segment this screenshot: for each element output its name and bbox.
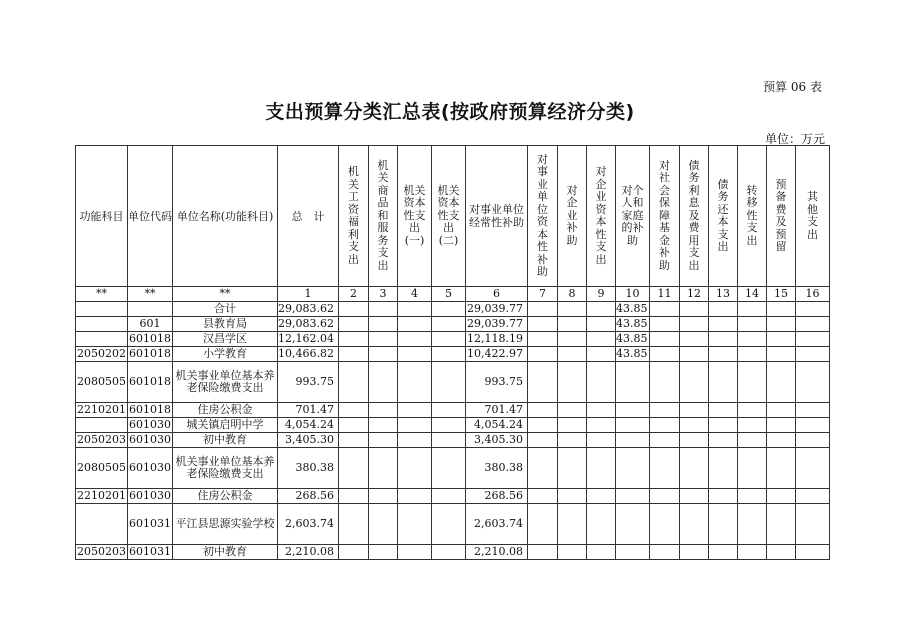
empty-cell (398, 418, 432, 433)
header-c9: 对个人和家庭的补助 (616, 146, 650, 287)
empty-cell (339, 332, 369, 347)
empty-cell (369, 347, 398, 362)
table-row (76, 504, 830, 545)
empty-cell (738, 317, 767, 332)
empty-cell (339, 418, 369, 433)
empty-cell (680, 489, 709, 504)
empty-cell (432, 347, 466, 362)
empty-cell (680, 418, 709, 433)
empty-cell (650, 545, 680, 560)
empty-cell (398, 347, 432, 362)
empty-cell (398, 489, 432, 504)
empty-cell (796, 347, 830, 362)
empty-cell (738, 302, 767, 317)
header-c4: 机关资本性支出(二) (432, 146, 466, 287)
empty-cell (680, 362, 709, 403)
table-row (76, 433, 830, 448)
empty-cell (432, 332, 466, 347)
empty-cell (767, 317, 796, 332)
empty-cell (398, 504, 432, 545)
form-code: 预算 06 表 (763, 80, 822, 94)
unit-name-cell: 合计 (173, 302, 278, 317)
empty-cell (398, 302, 432, 317)
header-c12: 债务还本支出 (709, 146, 738, 287)
header-total: 总 计 (278, 146, 339, 287)
empty-cell (432, 317, 466, 332)
unit-code-cell: 601018 (129, 403, 171, 416)
empty-cell (587, 302, 616, 317)
empty-cell (369, 302, 398, 317)
enterprise-subsidy-cell: 10,422.97 (466, 347, 528, 362)
empty-cell (796, 362, 830, 403)
header-c10: 对社会保障基金补助 (650, 146, 680, 287)
empty-cell (650, 317, 680, 332)
empty-cell (709, 418, 738, 433)
header-row (76, 146, 830, 287)
unit-code-cell: 601030 (128, 448, 173, 489)
empty-cell (767, 302, 796, 317)
unit-name-cell: 小学教育 (173, 347, 278, 362)
empty-cell (339, 317, 369, 332)
empty-cell (432, 362, 466, 403)
empty-cell (709, 545, 738, 560)
empty-cell (369, 418, 398, 433)
header-c7: 对企业补助 (558, 146, 587, 287)
enterprise-subsidy-cell: 2,603.74 (466, 504, 528, 545)
unit-code-cell: 601018 (128, 362, 173, 403)
unit-name-cell: 城关镇启明中学 (173, 418, 278, 433)
empty-cell (558, 332, 587, 347)
empty-cell (587, 332, 616, 347)
total-cell: 29,083.62 (278, 302, 339, 317)
empty-cell (796, 448, 830, 489)
header-c15: 其他支出 (796, 146, 830, 287)
unit-name-cell: 县教育局 (173, 317, 278, 332)
empty-cell (432, 418, 466, 433)
empty-cell (398, 433, 432, 448)
unit-name-cell: 初中教育 (173, 545, 278, 560)
total-cell: 12,162.04 (278, 332, 339, 347)
empty-cell (528, 403, 558, 418)
empty-cell (650, 448, 680, 489)
empty-cell (796, 504, 830, 545)
empty-cell (709, 362, 738, 403)
column-index-cell: 10 (616, 287, 650, 302)
empty-cell (369, 433, 398, 448)
header-c5: 对事业单位经常性补助 (466, 146, 528, 287)
empty-cell (369, 448, 398, 489)
column-index-cell: 2 (339, 287, 369, 302)
func-code-cell: 2050202 (77, 347, 126, 360)
empty-cell (398, 362, 432, 403)
table-body (76, 302, 830, 560)
empty-cell (558, 418, 587, 433)
total-cell: 380.38 (278, 448, 339, 489)
empty-cell (709, 489, 738, 504)
empty-cell (369, 403, 398, 418)
unit-code-cell: 601030 (129, 489, 171, 502)
func-code-cell: 2210201 (77, 403, 126, 416)
column-index-row (76, 287, 830, 302)
empty-cell (339, 545, 369, 560)
empty-cell (709, 433, 738, 448)
empty-cell (680, 317, 709, 332)
empty-cell (767, 347, 796, 362)
empty-cell (558, 362, 587, 403)
empty-cell (587, 403, 616, 418)
empty-cell (587, 317, 616, 332)
func-code-cell (76, 317, 128, 332)
empty-cell (528, 302, 558, 317)
unit-code-cell: 601030 (129, 418, 171, 431)
table-row (76, 448, 830, 489)
unit-code-cell: 601 (128, 317, 173, 332)
header-unit-name: 单位名称(功能科目) (173, 146, 278, 287)
enterprise-subsidy-cell: 268.56 (466, 489, 528, 504)
empty-cell (528, 418, 558, 433)
enterprise-subsidy-cell: 993.75 (466, 362, 528, 403)
empty-cell (587, 347, 616, 362)
column-index-cell: 13 (709, 287, 738, 302)
enterprise-subsidy-cell: 4,054.24 (466, 418, 528, 433)
household-subsidy-cell (616, 433, 650, 448)
empty-cell (796, 403, 830, 418)
empty-cell (738, 489, 767, 504)
total-cell: 29,083.62 (278, 317, 339, 332)
empty-cell (650, 489, 680, 504)
table-row (76, 302, 830, 317)
table-row (76, 332, 830, 347)
empty-cell (767, 448, 796, 489)
total-cell: 2,210.08 (278, 545, 339, 560)
empty-cell (587, 545, 616, 560)
total-cell: 993.75 (278, 362, 339, 403)
unit-code-cell: 601031 (128, 504, 173, 545)
empty-cell (709, 302, 738, 317)
column-index-cell: 11 (650, 287, 680, 302)
empty-cell (398, 317, 432, 332)
household-subsidy-cell (616, 448, 650, 489)
unit-name-cell: 初中教育 (173, 433, 278, 448)
empty-cell (767, 489, 796, 504)
empty-cell (432, 489, 466, 504)
empty-cell (680, 545, 709, 560)
empty-cell (650, 362, 680, 403)
table-row (76, 418, 830, 433)
empty-cell (339, 448, 369, 489)
empty-cell (528, 332, 558, 347)
unit-code-cell: 601018 (129, 347, 171, 360)
empty-cell (767, 403, 796, 418)
empty-cell (339, 489, 369, 504)
household-subsidy-cell (616, 403, 650, 418)
unit-name-cell: 机关事业单位基本养老保险缴费支出 (173, 448, 278, 489)
func-code-cell: 2050203 (77, 433, 126, 446)
table-row (76, 347, 830, 362)
column-index-cell: 4 (398, 287, 432, 302)
household-subsidy-cell (616, 489, 650, 504)
func-code-cell: 2080505 (76, 448, 128, 489)
household-subsidy-cell (616, 545, 650, 560)
empty-cell (796, 302, 830, 317)
empty-cell (680, 332, 709, 347)
table-row (76, 317, 830, 332)
empty-cell (738, 403, 767, 418)
empty-cell (767, 433, 796, 448)
enterprise-subsidy-cell: 29,039.77 (466, 302, 528, 317)
table-row (76, 403, 830, 418)
empty-cell (558, 545, 587, 560)
page-title: 支出预算分类汇总表(按政府预算经济分类) (265, 101, 635, 123)
empty-cell (432, 448, 466, 489)
empty-cell (709, 317, 738, 332)
column-index-cell: 12 (680, 287, 709, 302)
header-c11: 债务利息及费用支出 (680, 146, 709, 287)
empty-cell (680, 504, 709, 545)
column-index-cell: ** (128, 287, 173, 302)
enterprise-subsidy-cell: 29,039.77 (466, 317, 528, 332)
empty-cell (528, 347, 558, 362)
empty-cell (680, 448, 709, 489)
empty-cell (558, 448, 587, 489)
header-c3: 机关资本性支出(一) (398, 146, 432, 287)
column-index-cell: 9 (587, 287, 616, 302)
header-c2: 机关商品和服务支出 (369, 146, 398, 287)
empty-cell (680, 347, 709, 362)
empty-cell (528, 545, 558, 560)
unit-name-cell: 机关事业单位基本养老保险缴费支出 (173, 362, 278, 403)
empty-cell (528, 504, 558, 545)
unit-label: 单位：万元 (764, 132, 825, 146)
header-c1: 机关工资福利支出 (339, 146, 369, 287)
empty-cell (558, 489, 587, 504)
empty-cell (738, 504, 767, 545)
empty-cell (796, 317, 830, 332)
empty-cell (738, 362, 767, 403)
empty-cell (528, 433, 558, 448)
empty-cell (528, 489, 558, 504)
empty-cell (558, 403, 587, 418)
empty-cell (528, 317, 558, 332)
empty-cell (558, 347, 587, 362)
func-code-cell (76, 302, 128, 317)
column-index-cell: 5 (432, 287, 466, 302)
empty-cell (339, 504, 369, 545)
unit-code-cell: 601018 (129, 332, 171, 345)
column-index-cell: 7 (528, 287, 558, 302)
header-c14: 预备费及预留 (767, 146, 796, 287)
enterprise-subsidy-cell: 12,118.19 (466, 332, 528, 347)
func-code-cell: 2080505 (76, 362, 128, 403)
empty-cell (369, 545, 398, 560)
func-code-cell (76, 504, 128, 545)
column-index-cell: 3 (369, 287, 398, 302)
column-index-cell: 1 (278, 287, 339, 302)
empty-cell (369, 504, 398, 545)
total-cell: 3,405.30 (278, 433, 339, 448)
empty-cell (738, 418, 767, 433)
empty-cell (738, 332, 767, 347)
total-cell: 701.47 (278, 403, 339, 418)
household-subsidy-cell: 43.85 (616, 332, 648, 345)
empty-cell (709, 332, 738, 347)
empty-cell (680, 433, 709, 448)
empty-cell (738, 448, 767, 489)
empty-cell (587, 448, 616, 489)
table-row (76, 545, 830, 560)
empty-cell (767, 418, 796, 433)
empty-cell (796, 332, 830, 347)
empty-cell (339, 302, 369, 317)
empty-cell (587, 418, 616, 433)
empty-cell (369, 317, 398, 332)
empty-cell (558, 433, 587, 448)
column-index-cell: ** (76, 287, 128, 302)
empty-cell (796, 545, 830, 560)
empty-cell (432, 302, 466, 317)
func-code-cell: 2050203 (77, 545, 126, 558)
empty-cell (587, 504, 616, 545)
header-c6: 对事业单位资本性补助 (528, 146, 558, 287)
empty-cell (709, 504, 738, 545)
empty-cell (587, 433, 616, 448)
household-subsidy-cell (616, 504, 650, 545)
column-index-cell: 15 (767, 287, 796, 302)
enterprise-subsidy-cell: 3,405.30 (466, 433, 528, 448)
unit-name-cell: 住房公积金 (173, 489, 278, 504)
total-cell: 4,054.24 (278, 418, 339, 433)
empty-cell (767, 332, 796, 347)
empty-cell (650, 504, 680, 545)
empty-cell (709, 403, 738, 418)
enterprise-subsidy-cell: 701.47 (466, 403, 528, 418)
unit-name-cell: 平江县思源实验学校 (173, 504, 278, 545)
column-index-cell: 14 (738, 287, 767, 302)
empty-cell (796, 418, 830, 433)
empty-cell (796, 489, 830, 504)
enterprise-subsidy-cell: 380.38 (466, 448, 528, 489)
empty-cell (558, 504, 587, 545)
column-index-cell: ** (173, 287, 278, 302)
header-c13: 转移性支出 (738, 146, 767, 287)
empty-cell (528, 362, 558, 403)
empty-cell (432, 545, 466, 560)
empty-cell (587, 362, 616, 403)
empty-cell (650, 302, 680, 317)
func-code-cell (76, 418, 128, 433)
empty-cell (558, 317, 587, 332)
empty-cell (767, 545, 796, 560)
column-index-cell: 6 (466, 287, 528, 302)
empty-cell (587, 489, 616, 504)
unit-code-cell: 601031 (129, 545, 171, 558)
empty-cell (650, 433, 680, 448)
empty-cell (432, 403, 466, 418)
empty-cell (650, 418, 680, 433)
table-row (76, 489, 830, 504)
empty-cell (369, 332, 398, 347)
household-subsidy-cell: 43.85 (616, 317, 648, 330)
total-cell: 10,466.82 (278, 347, 339, 362)
empty-cell (650, 403, 680, 418)
empty-cell (650, 332, 680, 347)
column-index-cell: 16 (796, 287, 830, 302)
empty-cell (738, 347, 767, 362)
table-row (76, 362, 830, 403)
household-subsidy-cell (616, 362, 650, 403)
header-func-code: 功能科目 (76, 146, 128, 287)
func-code-cell: 2210201 (77, 489, 126, 502)
empty-cell (738, 545, 767, 560)
total-cell: 2,603.74 (278, 504, 339, 545)
empty-cell (339, 433, 369, 448)
func-code-cell (76, 332, 128, 347)
unit-code-cell: 601030 (129, 433, 171, 446)
header-unit-code: 单位代码 (128, 146, 173, 287)
empty-cell (398, 403, 432, 418)
empty-cell (796, 433, 830, 448)
empty-cell (767, 504, 796, 545)
empty-cell (398, 332, 432, 347)
unit-name-cell: 汉昌学区 (173, 332, 278, 347)
header-c8: 对企业资本性支出 (587, 146, 616, 287)
empty-cell (339, 347, 369, 362)
empty-cell (558, 302, 587, 317)
enterprise-subsidy-cell: 2,210.08 (466, 545, 528, 560)
empty-cell (432, 433, 466, 448)
empty-cell (680, 403, 709, 418)
empty-cell (767, 362, 796, 403)
empty-cell (339, 362, 369, 403)
empty-cell (369, 362, 398, 403)
budget-table (75, 145, 830, 560)
empty-cell (369, 489, 398, 504)
empty-cell (738, 433, 767, 448)
empty-cell (528, 448, 558, 489)
empty-cell (398, 448, 432, 489)
unit-code-cell (128, 302, 173, 317)
total-cell: 268.56 (278, 489, 339, 504)
empty-cell (650, 347, 680, 362)
household-subsidy-cell: 43.85 (616, 347, 648, 360)
unit-name-cell: 住房公积金 (173, 403, 278, 418)
empty-cell (709, 347, 738, 362)
column-index-cell: 8 (558, 287, 587, 302)
household-subsidy-cell (616, 418, 650, 433)
empty-cell (432, 504, 466, 545)
empty-cell (680, 302, 709, 317)
empty-cell (339, 403, 369, 418)
empty-cell (709, 448, 738, 489)
empty-cell (398, 545, 432, 560)
household-subsidy-cell: 43.85 (616, 302, 648, 315)
